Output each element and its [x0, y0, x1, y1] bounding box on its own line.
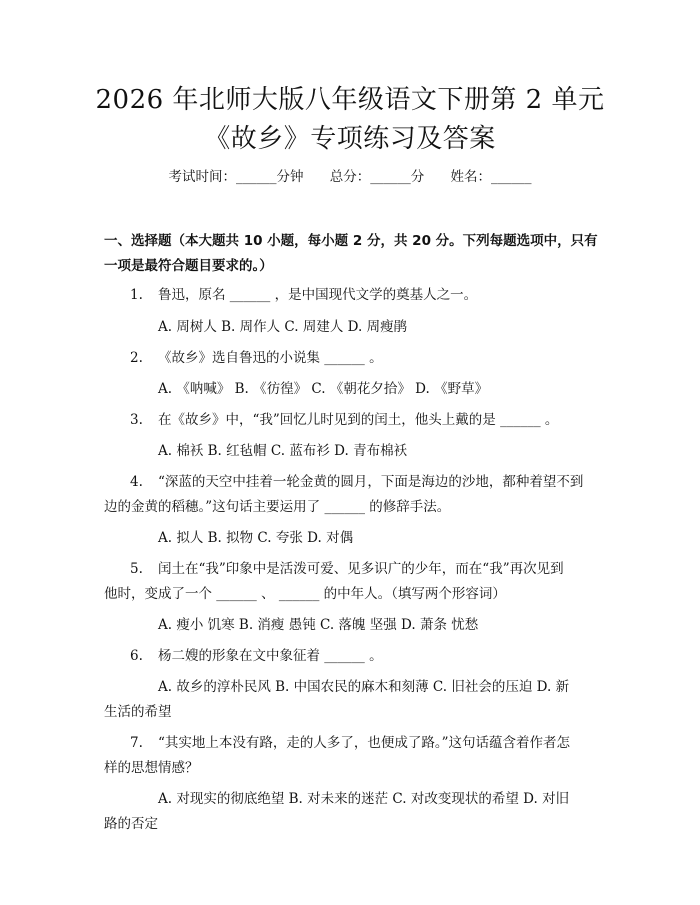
question-number: 2. [130, 350, 143, 366]
section-heading [104, 229, 600, 279]
question-text: “深蓝的天空中挂着一轮金黄的圆月，下面是海边的沙地，都种着望不到 [158, 474, 584, 490]
question-7-line-1 [130, 731, 570, 756]
question-4-options: A. 拟人 B. 拟物 C. 夸张 D. 对偶 [158, 530, 354, 546]
question-7-line-2: 样的思想情感？ [104, 760, 199, 776]
question-text: 《故乡》选自鲁迅的小说集 ______ 。 [158, 350, 383, 366]
question-text: 闰土在“我”印象中是活泼可爱、见多识广的少年，而在“我”再次见到 [158, 561, 564, 577]
question-number: 3. [130, 412, 143, 428]
question-3-options: A. 棉袄 B. 红毡帽 C. 蓝布衫 D. 青布棉袄 [158, 443, 408, 459]
question-number: 7. [130, 735, 143, 751]
question-text: 鲁迅，原名 ______ ，是中国现代文学的奠基人之一。 [158, 287, 478, 303]
question-number: 5. [130, 561, 143, 577]
question-6 [130, 644, 383, 669]
question-number: 6. [130, 648, 143, 664]
question-2-options: A. 《呐喊》 B. 《彷徨》 C. 《朝花夕拾》 D. 《野草》 [158, 381, 489, 397]
question-1-options: A. 周树人 B. 周作人 C. 周建人 D. 周瘦鹃 [158, 319, 408, 335]
question-2 [130, 346, 383, 371]
exam-info [60, 168, 640, 186]
document-title-line-2: 《故乡》专项练习及答案 [204, 124, 496, 154]
question-text: “其实地上本没有路，走的人多了，也便成了路。”这句话蕴含着作者怎 [158, 735, 571, 751]
total-score-field: 总分：______分 [329, 169, 425, 185]
question-5-options: A. 瘦小 饥寒 B. 消瘦 愚钝 C. 落魄 坚强 D. 萧条 忧愁 [158, 617, 479, 633]
question-7-options-line-1: A. 对现实的彻底绝望 B. 对未来的迷茫 C. 对改变现状的希望 D. 对旧 [158, 791, 570, 807]
question-number: 4. [130, 474, 143, 490]
question-number: 1. [130, 287, 143, 303]
exam-time-field: 考试时间：______分钟 [168, 169, 304, 185]
question-5-line-2: 他时，变成了一个 ______ 、 ______ 的中年人。（填写两个形容词） [104, 586, 506, 602]
document-title-line-1: 2026 年北师大版八年级语文下册第 2 单元 [95, 85, 605, 115]
question-3 [130, 408, 558, 433]
question-text: 在《故乡》中，“我”回忆儿时见到的闰土，他头上戴的是 ______ 。 [158, 412, 559, 428]
question-6-options-line-2: 生活的希望 [104, 704, 172, 720]
question-6-options-line-1: A. 故乡的淳朴民风 B. 中国农民的麻木和刻薄 C. 旧社会的压迫 D. 新 [158, 679, 570, 695]
question-7-options-line-2: 路的否定 [104, 816, 158, 832]
question-5-line-1 [130, 557, 564, 582]
question-4-line-1 [130, 470, 583, 495]
name-field: 姓名：______ [450, 169, 532, 185]
section-heading-line-1: 一、选择题（本大题共 10 小题，每小题 2 分，共 20 分。下列每题选项中，只有 [104, 233, 598, 249]
question-4-line-2: 边的金黄的稻穗。”这句话主要运用了 ______ 的修辞手法。 [104, 499, 451, 515]
question-1 [130, 283, 477, 308]
question-text: 杨二嫂的形象在文中象征着 ______ 。 [158, 648, 383, 664]
section-heading-line-2: 一项是最符合题目要求的。） [104, 258, 273, 274]
